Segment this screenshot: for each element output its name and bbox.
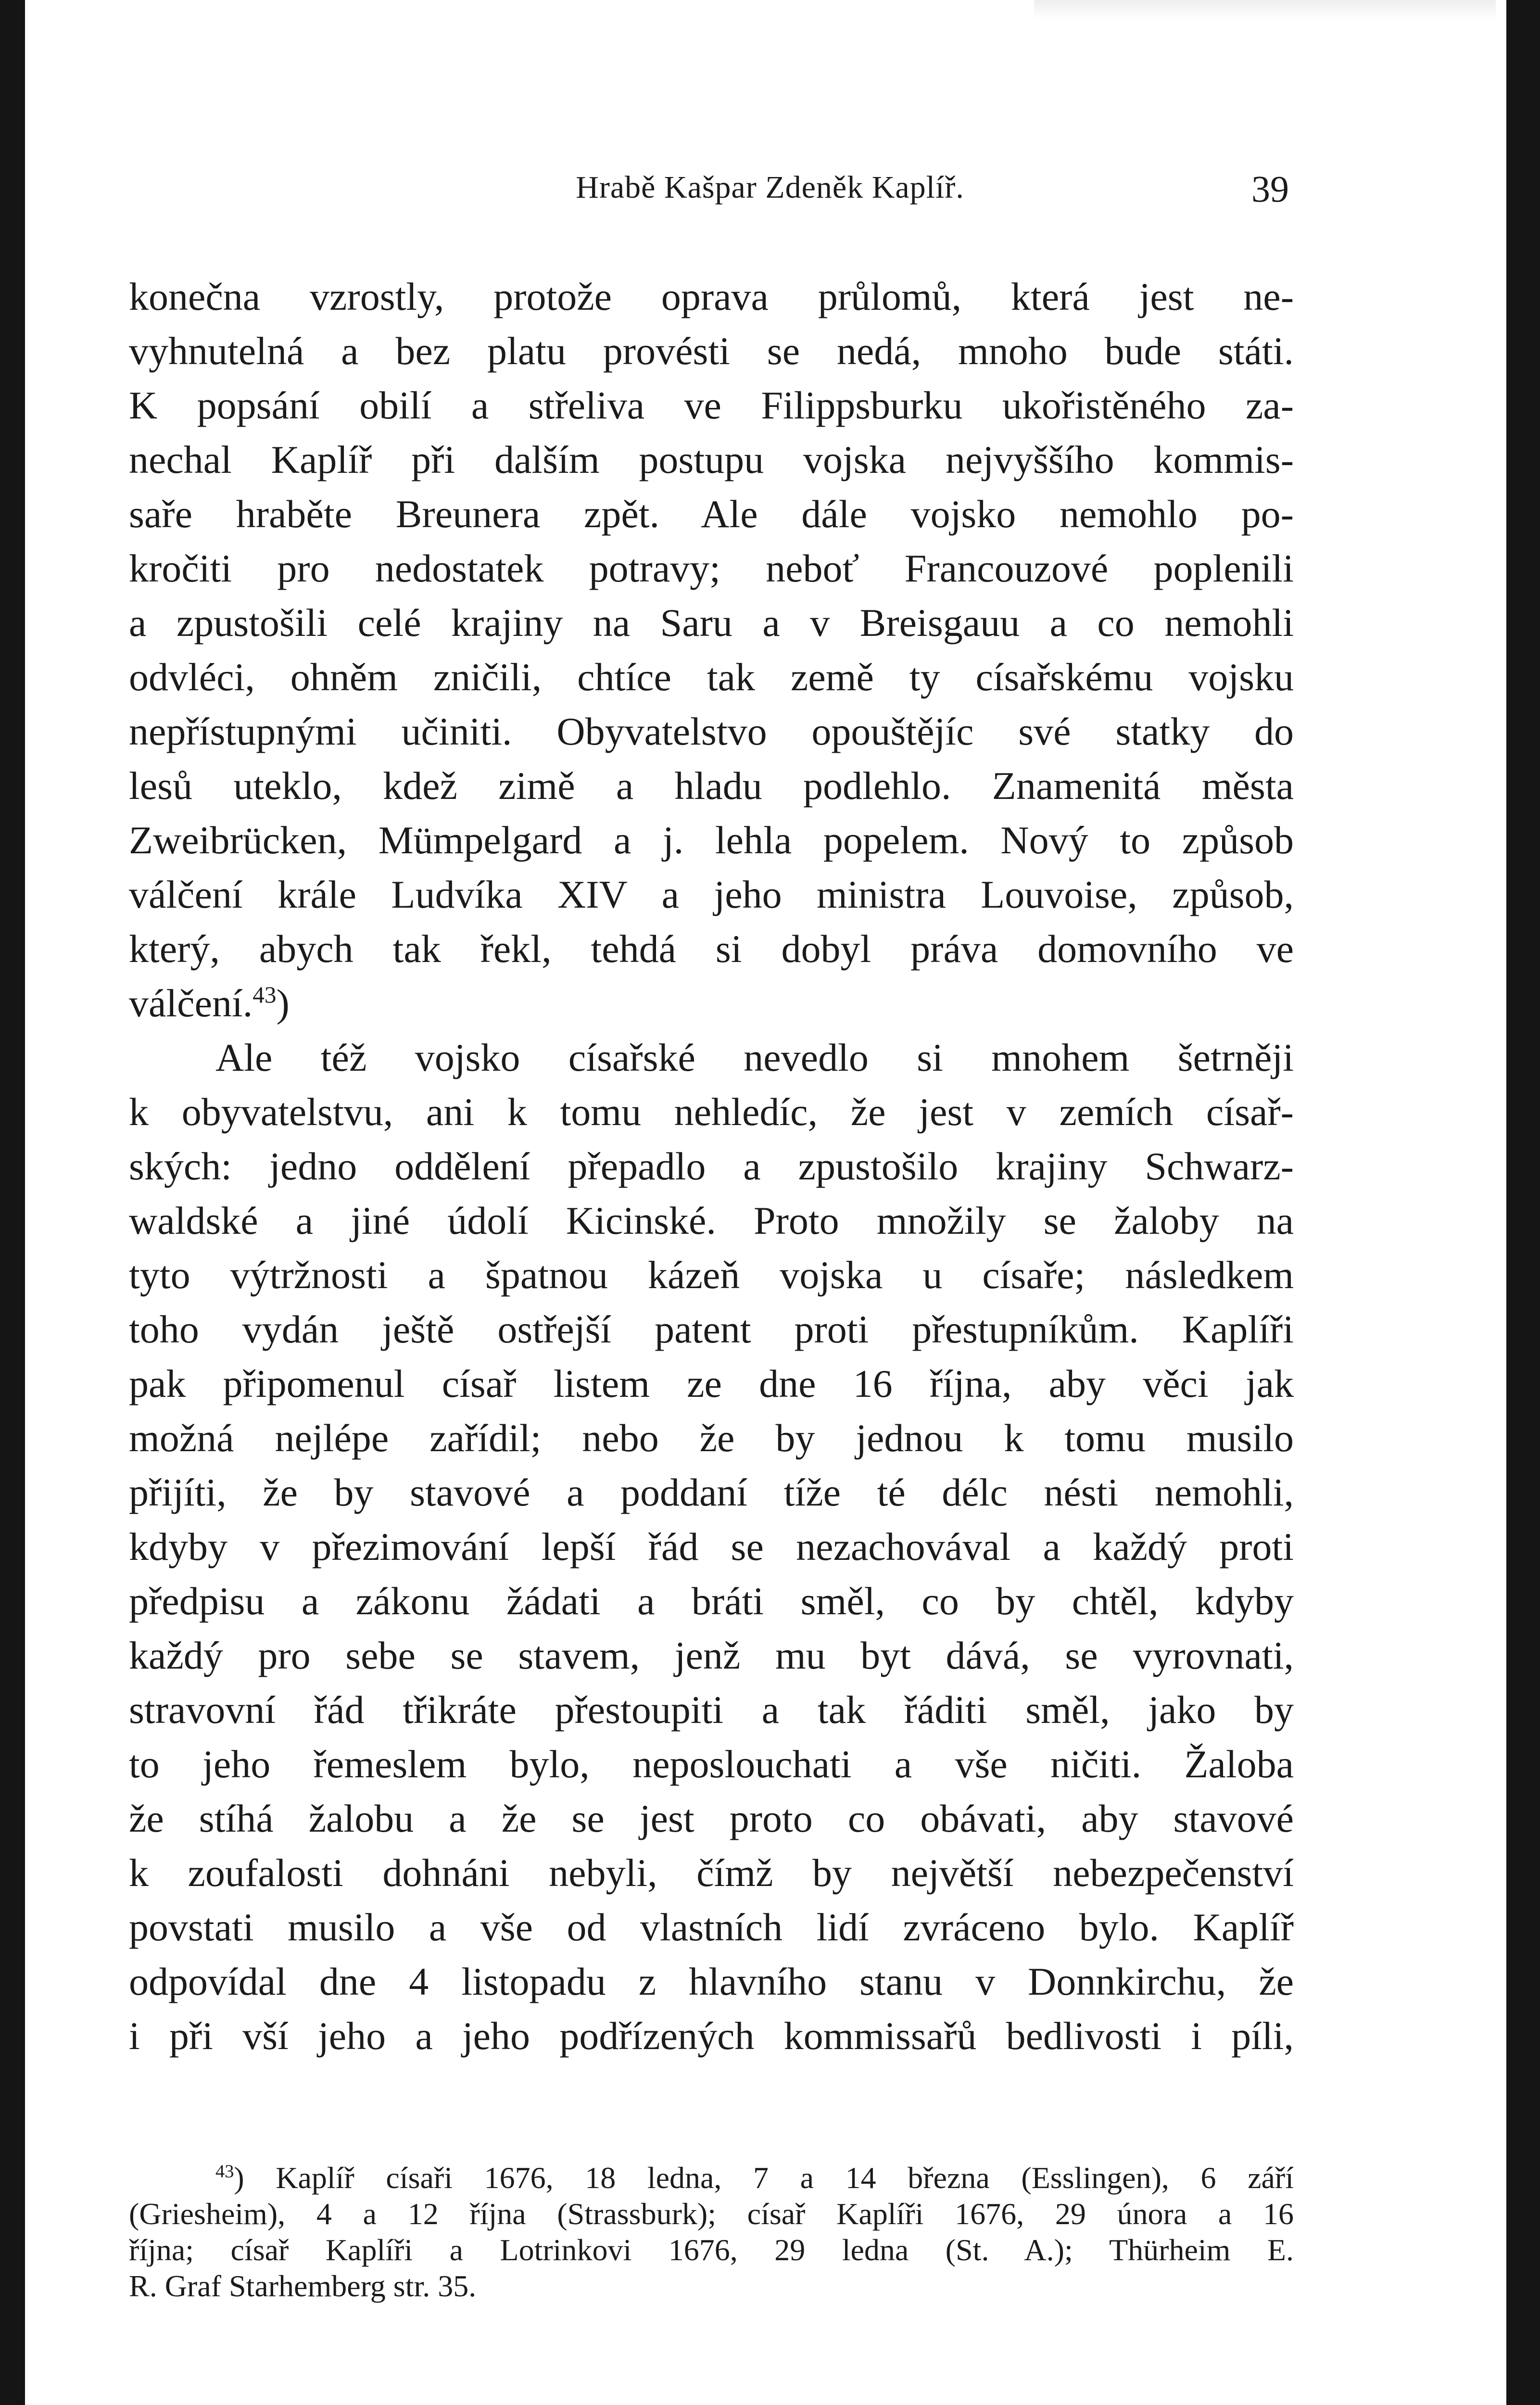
footnote-line: října; císař Kaplíři a Lotrinkovi 1676, 29 ledna (St. A.); Thürheim E. <box>129 2233 1294 2267</box>
text-line: ských: jedno oddělení přepadlo a zpustošilo krajiny Schwarz- <box>129 1144 1294 1188</box>
scan-left-edge <box>0 0 25 2405</box>
text-line: každý pro sebe se stavem, jenž mu byt dává, se vyrovnati, <box>129 1633 1294 1677</box>
text-line: konečna vzrostly, protože oprava průlomů, která jest ne- <box>129 275 1294 318</box>
text-line: že stíhá žalobu a že se jest proto co obávati, aby stavové <box>129 1797 1294 1840</box>
footnote-line <box>129 2160 1294 2196</box>
text-line: nepřístupnými učiniti. Obyvatelstvo opouštějíc své statky do <box>129 709 1294 753</box>
text-line: toho vydán ještě ostřejší patent proti přestupníkům. Kaplíři <box>129 1307 1294 1351</box>
text-line: tyto výtržnosti a špatnou kázeň vojska u císaře; následkem <box>129 1253 1294 1297</box>
text-line: Ale též vojsko císařské nevedlo si mnohem šetrněji <box>215 1036 1294 1079</box>
text-line: waldské a jiné údolí Kicinské. Proto množily se žaloby na <box>129 1199 1294 1242</box>
footnote <box>129 2160 1294 2304</box>
text-line: saře hraběte Breunera zpět. Ale dále vojsko nemohlo po- <box>129 492 1294 536</box>
text-line: to jeho řemeslem bylo, neposlouchati a vše ničiti. Žaloba <box>129 1742 1294 1786</box>
footnote-line: (Griesheim), 4 a 12 října (Strassburk); císař Kaplíři 1676, 29 února a 16 <box>129 2197 1294 2231</box>
footnote-text: ) Kaplíř císaři 1676, 18 ledna, 7 a 14 března (Esslingen), 6 září <box>234 2161 1294 2195</box>
text-line: K popsání obilí a střeliva ve Filippsburku ukořistěného za- <box>129 383 1294 427</box>
text-line: stravovní řád třikráte přestoupiti a tak řáditi směl, jako by <box>129 1688 1294 1732</box>
text-line: odpovídal dne 4 listopadu z hlavního stanu v Donnkirchu, že <box>129 1960 1294 2003</box>
footnote-reference-paren: ) <box>276 981 290 1025</box>
scan-right-edge <box>1506 0 1540 2405</box>
text-line: přijíti, že by stavové a poddaní tíže té délc nésti nemohli, <box>129 1470 1294 1514</box>
text-line: nechal Kaplíř při dalším postupu vojska nejvyššího kommis- <box>129 438 1294 481</box>
text-line: a zpustošili celé krajiny na Saru a v Breisgauu a co nemohli <box>129 601 1294 645</box>
text-line: kročiti pro nedostatek potravy; neboť Francouzové poplenili <box>129 546 1294 590</box>
running-title: Hrabě Kašpar Zdeněk Kaplíř. <box>576 170 964 205</box>
scan-top-shadow <box>1034 0 1496 19</box>
text-line: možná nejlépe zařídil; nebo že by jednou k tomu musilo <box>129 1416 1294 1460</box>
text-line: válčení. <box>129 981 253 1025</box>
footnote-marker: 43 <box>215 2161 234 2182</box>
text-line: kdyby v přezimování lepší řád se nezachovával a každý proti <box>129 1525 1294 1569</box>
body-text <box>129 269 1294 2063</box>
text-line-with-footnote-ref <box>129 976 1294 1030</box>
text-line: vyhnutelná a bez platu provésti se nedá, mnoho bude státi. <box>129 329 1294 373</box>
page-number: 39 <box>1251 168 1289 210</box>
text-line: k zoufalosti dohnáni nebyli, čímž by největší nebezpečenství <box>129 1851 1294 1895</box>
footnote-line: R. Graf Starhemberg str. 35. <box>129 2269 477 2303</box>
text-line: odvléci, ohněm zničili, chtíce tak země ty císařskému vojsku <box>129 655 1294 699</box>
text-line: i při vší jeho a jeho podřízených kommissařů bedlivosti i píli, <box>129 2014 1294 2058</box>
text-line: povstati musilo a vše od vlastních lidí zvráceno bylo. Kaplíř <box>129 1905 1294 1949</box>
footnote-reference: 43 <box>252 981 277 1008</box>
text-line: Zweibrücken, Mümpelgard a j. lehla popelem. Nový to způsob <box>129 818 1294 862</box>
text-line: předpisu a zákonu žádati a bráti směl, co by chtěl, kdyby <box>129 1579 1294 1623</box>
text-line: který, abych tak řekl, tehdá si dobyl práva domovního ve <box>129 927 1294 971</box>
text-line: lesů uteklo, kdež zimě a hladu podlehlo. Znamenitá města <box>129 764 1294 808</box>
text-line: k obyvatelstvu, ani k tomu nehledíc, že jest v zemích císař- <box>129 1090 1294 1134</box>
text-line: válčení krále Ludvíka XIV a jeho ministra Louvoise, způsob, <box>129 873 1294 916</box>
text-line: pak připomenul císař listem ze dne 16 října, aby věci jak <box>129 1362 1294 1405</box>
